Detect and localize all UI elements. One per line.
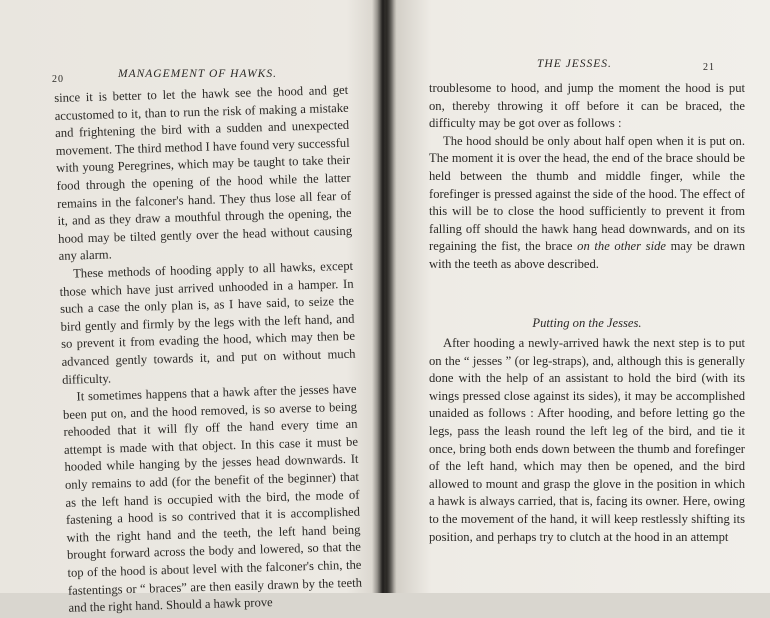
paragraph: since it is better to let the hawk see the hood and get accustomed to it, than to run the risk of making a mistake and frightening the bird with a sudden and unexpected movement. The third method I have found very successful with young Peregrines, which may be taught to take their food through the opening of the hood while the latter remains in the falconer's hand. They thus lose all fear of it, and as they draw a mouthful through the opening, the hood may be tilted gently over the head without causing any alarm. [54,82,353,264]
right-page-body-lower [429,335,745,546]
paragraph: These methods of hooding apply to all hawks, except those which have just arrived unhooded in a hamper. In such a case the only plan is, as I have said, to seize the bird gently and firmly by the legs with the left hand, and so prevent it from evading the hood, which may then be advanced gently towards it, and put on without much difficulty. [59,258,356,387]
section-heading: Putting on the Jesses. [532,316,642,330]
right-page [389,0,770,593]
page-number: 20 [52,74,64,85]
running-title: THE JESSES. [537,58,612,70]
page-number: 21 [703,62,715,73]
paragraph-text: may be drawn with the teeth as above described. [429,239,745,271]
left-page-body [54,82,363,618]
paragraph-text: The hood should be only about half open when it is put on. The moment it is over the head, the end of the brace should be held between the thumb and middle finger, while the forefinger is pressed against the side of the hood. The effect of this will be to close the hood sufficiently to prevent it from falling off should the hawk hang head downwards, and on its regaining the fist, the brace [429,133,745,254]
paragraph: troublesome to hood, and jump the moment the hood is put on, thereby throwing it off before it can be braced, the difficulty may be got over as follows : [429,81,745,131]
emphasis-text: on the other side [577,239,666,254]
paragraph [429,133,745,274]
paragraph: After hooding a newly-arrived hawk the next step is to put on the “ jesses ” (or leg-straps), and, although this is generally done with the help of an assistant to hold the bird (with its wings pressed close against its sides), it may be accomplished unaided as follows : After hooding, and before letting go the legs, pass the leash round the left leg of the bird, and tie it once, bring both ends down between the thumb and forefinger of the left hand, which may then be opened, and the bird allowed to mount and grasp the glove in the position in which a hawk is always carried, that is, facing its owner. Here, owing to the movement of the hand, it will keep restlessly shifting its position, and perhaps try to clutch at the hood in an attempt [429,336,745,544]
paragraph: It sometimes happens that a hawk after the jesses have been put on, and the hood removed, is so averse to being rehooded that it will fly off the hand every time an attempt is made with that object. In this case it must be hooded while hanging by the jesses head downwards. It only remains to add (for the benefit of the beginner) that as the left hand is occupied with the bird, the mode of fastening a hood is so contrived that it is accomplished with the right hand and the teeth, the left hand being brought forward across the body and lowered, so that the top of the hood is about level with the falconer's chin, the fastentings or “ braces” are then easily drawn by the teeth and the right hand. Should a hawk prove [62,381,363,616]
left-page [0,0,383,616]
running-title: MANAGEMENT OF HAWKS. [118,68,277,80]
right-page-body-upper [429,80,745,274]
